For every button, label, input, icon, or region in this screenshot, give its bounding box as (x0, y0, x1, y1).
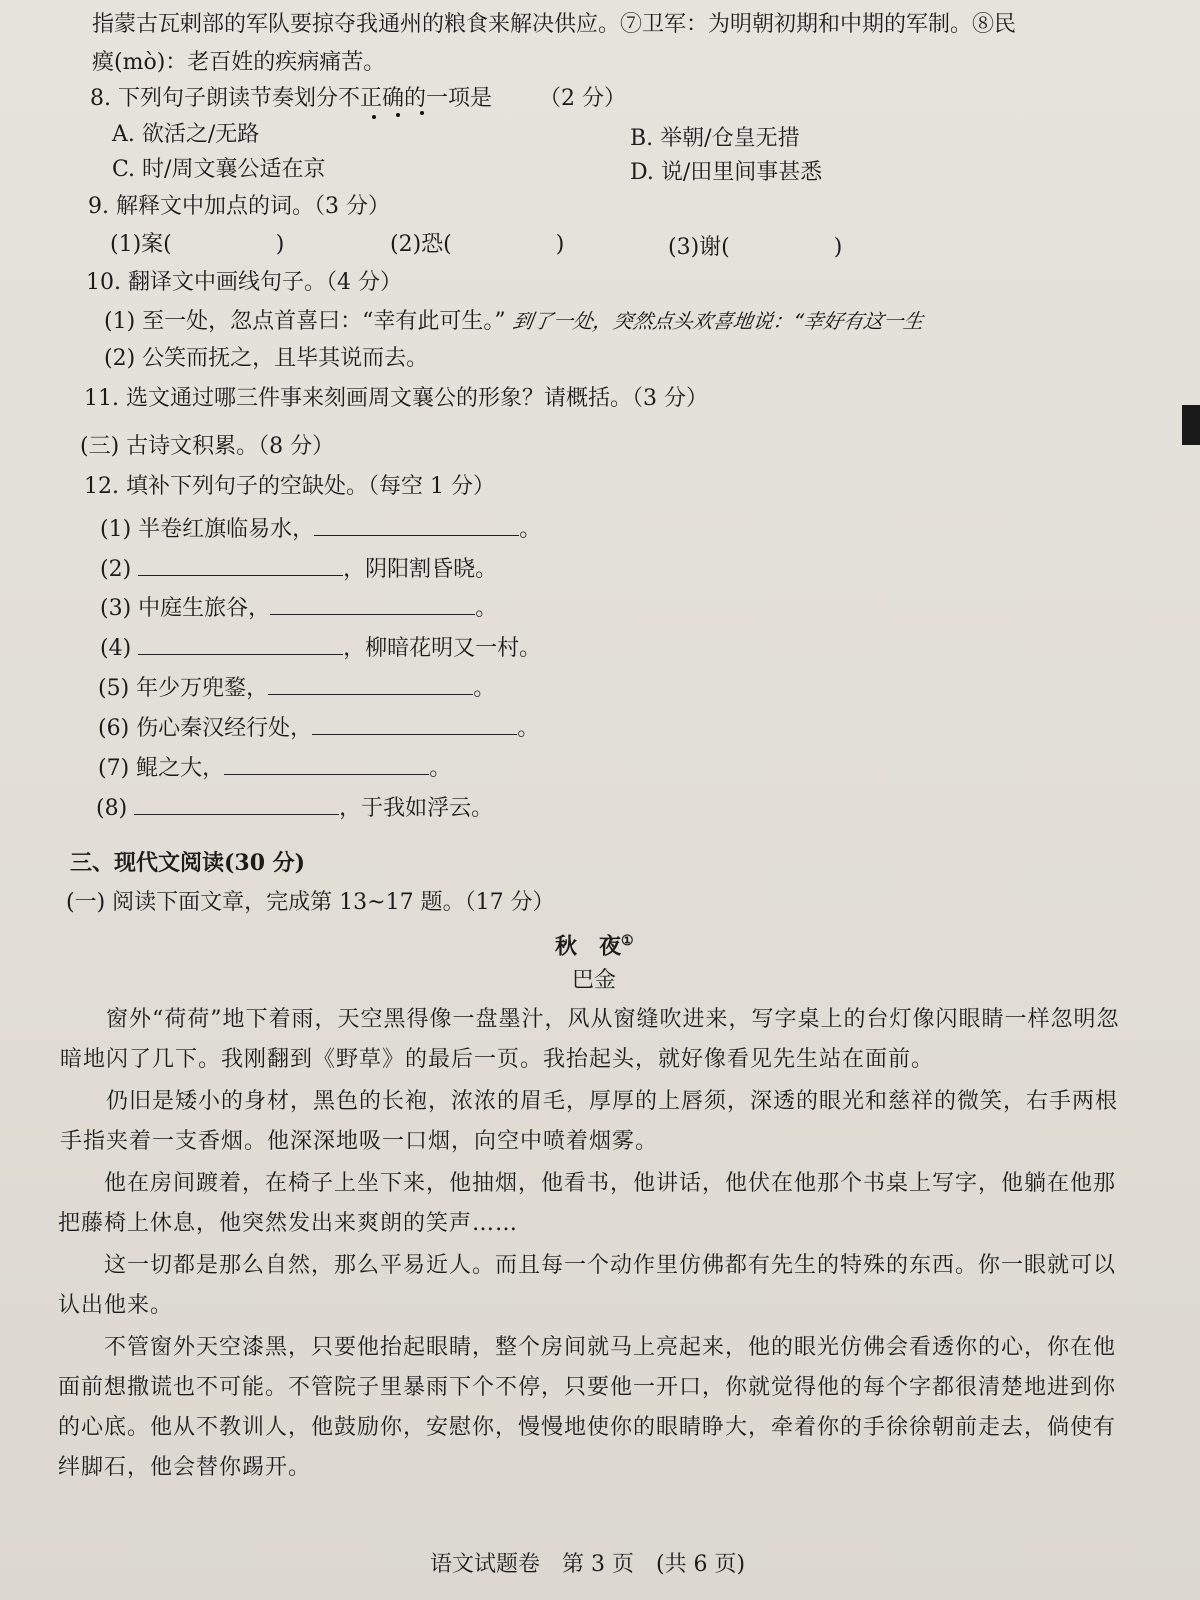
item-before: 鲲之大， (136, 756, 225, 781)
q10-sentence-2: (2) 公笑而抚之，且毕其说而去。 (104, 346, 429, 371)
answer-blank (268, 672, 473, 695)
article-title (555, 926, 634, 961)
item-after: 。 (519, 517, 542, 542)
item-after: 。 (475, 596, 498, 621)
item-after: ，于我如浮云。 (339, 796, 494, 821)
q9-item-3-close: ) (833, 235, 843, 260)
article-title-text: 秋 夜 (555, 933, 622, 960)
q10-sentence-1-text: (1) 至一处，忽点首喜曰：“幸有此可生。” (104, 309, 506, 334)
handwritten-answer: 到了一处，突然点头欢喜地说：“幸好有这一生 (510, 309, 925, 333)
item-number: (5) (98, 676, 130, 701)
answer-blank (138, 553, 343, 576)
item-number: (2) (100, 557, 132, 582)
q9-item-1 (110, 230, 284, 260)
q12-stem: 12. 填补下列句子的空缺处。（每空 1 分） (84, 474, 495, 499)
q9-item-2-close: ) (555, 232, 565, 257)
q9-item-3 (668, 233, 842, 263)
q10-stem: 10. 翻译文中画线句子。（4 分） (86, 270, 402, 295)
q9-item-2-label: (2)恐( (390, 232, 452, 257)
item-after: 。 (517, 716, 540, 741)
q9-stem: 9. 解释文中加点的词。（3 分） (88, 194, 390, 219)
item-after: 。 (429, 756, 452, 781)
item-before: 伤心秦汉经行处， (136, 716, 313, 741)
article-paragraph-3: 他在房间踱着，在椅子上坐下来，他抽烟，他看书，他讲话，他伏在他那个书桌上写字，他躺在他那把藤椅上休息，他突然发出来爽朗的笑声…… (58, 1171, 1117, 1236)
emphasis-dot (372, 115, 376, 119)
q8-option-b: B. 举朝/仓皇无措 (630, 126, 800, 151)
item-number: (4) (100, 636, 132, 661)
fill-blank-item (96, 792, 493, 824)
q10-sentence-1 (104, 306, 923, 337)
q9-item-1-close: ) (275, 232, 285, 257)
item-after: 。 (473, 676, 496, 701)
item-after: ，柳暗花明又一村。 (343, 636, 542, 661)
fill-blank-item (100, 592, 497, 624)
page-footer: 语文试题卷 第 3 页 (共 6 页) (430, 1552, 746, 1577)
emphasis-dot (396, 113, 400, 117)
article-paragraph-1: 窗外“荷荷”地下着雨，天空黑得像一盘墨汁，风从窗缝吹进来，写字桌上的台灯像闪眼睛一样忽明忽暗地闪了几下。我刚翻到《野草》的最后一页。我抬起头，就好像看见先生站在面前。 (60, 1007, 1120, 1072)
q8-stem (90, 84, 626, 114)
item-before: 中庭生旅谷， (138, 596, 271, 621)
article-paragraph-4: 这一切都是那么自然，那么平易近人。而且每一个动作里仿佛都有先生的特殊的东西。你一眼就可以认出他来。 (58, 1253, 1117, 1318)
item-number: (6) (98, 716, 130, 741)
item-before: 年少万兜鍪， (136, 676, 269, 701)
article-author: 巴金 (572, 968, 617, 993)
answer-blank (314, 513, 519, 536)
answer-blank (138, 632, 343, 655)
item-after: ，阴阳割昏晓。 (343, 557, 498, 582)
item-number: (3) (100, 596, 132, 621)
fill-blank-item (100, 513, 541, 545)
item-number: (1) (100, 517, 132, 542)
q8-option-c: C. 时/周文襄公适在京 (112, 157, 326, 182)
q8-option-d: D. 说/田里间事甚悉 (630, 160, 823, 185)
section-3-title: (三) 古诗文积累。（8 分） (80, 434, 335, 459)
q8-points: （2 分） (539, 86, 626, 111)
article-paragraph-5: 不管窗外天空漆黑，只要他抬起眼睛，整个房间就马上亮起来，他的眼光仿佛会看透你的心，你在他面前想撒谎也不可能。不管院子里暴雨下个不停，只要他一开口，你就觉得他的每个字都很清楚地进到你的心底。他从不教训人，他鼓励你，安慰你，慢慢地使你的眼睛睁大，牵着你的手徐徐朝前走去，倘使有绊脚石，他会替你踢开。 (58, 1335, 1117, 1480)
q8-stem-text: 8. 下列句子朗读节奏划分不正确的一项是 (90, 86, 492, 111)
q9-item-2 (390, 230, 564, 260)
q9-item-1-label: (1)案( (110, 232, 172, 257)
q8-option-a: A. 欲活之/无路 (112, 122, 260, 147)
item-before: 半卷红旗临易水， (138, 517, 315, 542)
q11-stem: 11. 选文通过哪三件事来刻画周文襄公的形象？请概括。（3 分） (84, 386, 708, 411)
answer-blank (312, 712, 517, 735)
q9-item-3-label: (3)谢( (668, 235, 730, 260)
fill-blank-item (98, 712, 539, 744)
item-number: (7) (98, 756, 130, 781)
fill-blank-item (100, 553, 497, 585)
item-number: (8) (96, 796, 128, 821)
emphasis-dot (420, 111, 424, 115)
fill-blank-item (98, 752, 451, 784)
answer-blank (270, 592, 475, 615)
part-3-subtitle: (一) 阅读下面文章，完成第 13~17 题。（17 分） (66, 890, 555, 915)
fill-blank-item (100, 632, 541, 664)
answer-blank (134, 792, 339, 815)
footnote-mark: ① (621, 933, 634, 949)
part-3-title: 三、现代文阅读(30 分) (70, 850, 306, 876)
passage-end-line-1: 指蒙古瓦剌部的军队要掠夺我通州的粮食来解决供应。⑦卫军：为明朝初期和中期的军制。⑧民 (92, 12, 1017, 37)
passage-end-line-2: 瘼(mò)：老百姓的疾病痛苦。 (92, 50, 386, 75)
edge-marker (1182, 405, 1200, 445)
answer-blank (224, 752, 429, 775)
fill-blank-item (98, 672, 495, 704)
article-paragraph-2: 仍旧是矮小的身材，黑色的长袍，浓浓的眉毛，厚厚的上唇须，深透的眼光和慈祥的微笑，右手两根手指夹着一支香烟。他深深地吸一口烟，向空中喷着烟雾。 (60, 1089, 1119, 1154)
